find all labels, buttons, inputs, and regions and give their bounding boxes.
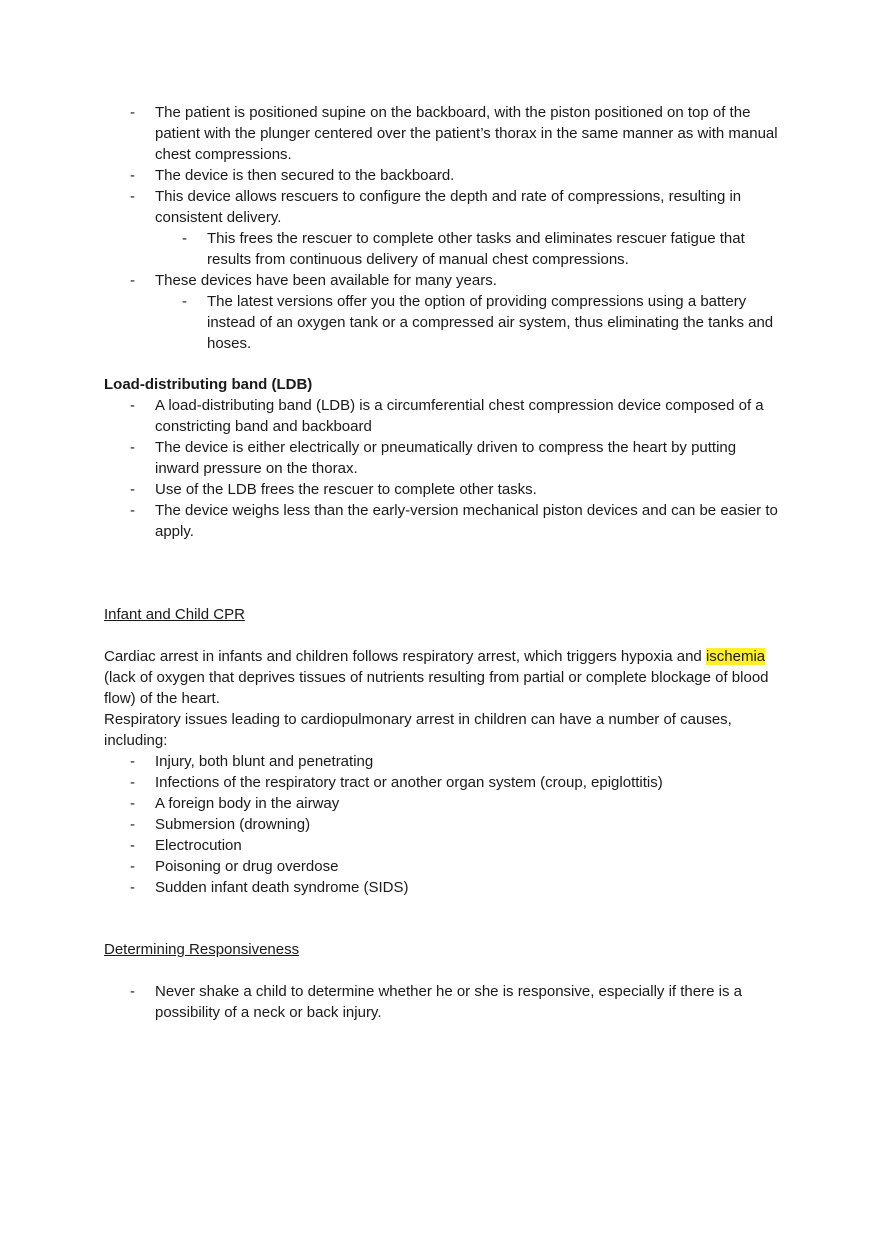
list-item: - Electrocution (130, 837, 242, 854)
ldb-heading: Load-distributing band (LDB) (104, 376, 313, 393)
list-item: - The device weighs less than the early-version mechanical piston devices and can be easier to apply. (130, 502, 778, 540)
list-item: - The device is either electrically or pneumatically driven to compress the heart by putting inward pressure on the thorax. (130, 439, 737, 477)
responsiveness-section (104, 939, 784, 1023)
bullet-dash: - (130, 816, 135, 833)
bullet-dash: - (130, 858, 135, 875)
list-item: - A load-distributing band (LDB) is a circumferential chest compression device composed of a constricting band and backboard (130, 397, 764, 435)
list-item: - Infections of the respiratory tract or another organ system (croup, epiglottitis) (130, 774, 663, 791)
list-item: - Submersion (drowning) (130, 816, 311, 833)
bullet-dash: - (130, 104, 135, 121)
bullet-dash: - (130, 879, 135, 896)
bullet-dash: - (130, 774, 135, 791)
list-item: - This device allows rescuers to configure the depth and rate of compressions, resulting in consistent delivery. - This frees the rescuer to complete other tasks and eliminates rescuer fatigue that results from continuous delivery of manual chest compressions. (104, 186, 784, 270)
bullet-dash: - (130, 188, 135, 205)
infant-child-cpr-section (104, 604, 784, 898)
list-item: - A foreign body in the airway (130, 795, 340, 812)
infant-paragraph-2: Respiratory issues leading to cardiopulmonary arrest in children can have a number of causes, including: (104, 711, 732, 749)
list-item: - These devices have been available for many years. - The latest versions offer you the option of providing compressions using a battery instead of an oxygen tank or a compressed air system, thus eliminating the tanks and hoses. (104, 270, 784, 354)
piston-device-list (104, 102, 784, 354)
bullet-dash: - (182, 230, 187, 247)
list-item: - Injury, both blunt and penetrating (130, 753, 374, 770)
list-item: - The patient is positioned supine on the backboard, with the piston positioned on top of the patient with the plunger centered over the patient’s thorax in the same manner as with manual chest compressions. (130, 104, 778, 163)
list-item: - Sudden infant death syndrome (SIDS) (130, 879, 409, 896)
bullet-dash: - (130, 837, 135, 854)
sub-list-item: - The latest versions offer you the option of providing compressions using a battery instead of an oxygen tank or a compressed air system, thus eliminating the tanks and hoses. (182, 293, 774, 352)
list-item: - Use of the LDB frees the rescuer to complete other tasks. (130, 481, 537, 498)
bullet-dash: - (130, 439, 135, 456)
responsiveness-heading: Determining Responsiveness (104, 941, 300, 958)
list-item: - Never shake a child to determine whether he or she is responsive, especially if there is a possibility of a neck or back injury. (130, 983, 742, 1021)
bullet-dash: - (130, 795, 135, 812)
causes-list (104, 751, 784, 898)
list-item: - Poisoning or drug overdose (130, 858, 339, 875)
bullet-dash: - (130, 397, 135, 414)
ldb-section (104, 374, 784, 542)
bullet-dash: - (130, 983, 135, 1000)
infant-paragraph-1: Cardiac arrest in infants and children follows respiratory arrest, which triggers hypoxia and ischemia (lack of oxygen that deprives tissues of nutrients resulting from partial or complete blockage of blood flow) of the heart. (104, 648, 769, 707)
infant-cpr-heading: Infant and Child CPR (104, 606, 245, 623)
bullet-dash: - (130, 502, 135, 519)
list-item: - The device is then secured to the backboard. (130, 167, 455, 184)
bullet-dash: - (182, 293, 187, 310)
bullet-dash: - (130, 272, 135, 289)
sub-list-item: - This frees the rescuer to complete other tasks and eliminates rescuer fatigue that results from continuous delivery of manual chest compressions. (182, 230, 745, 268)
bullet-dash: - (130, 167, 135, 184)
highlighted-term: ischemia (705, 648, 766, 665)
bullet-dash: - (130, 481, 135, 498)
bullet-dash: - (130, 753, 135, 770)
